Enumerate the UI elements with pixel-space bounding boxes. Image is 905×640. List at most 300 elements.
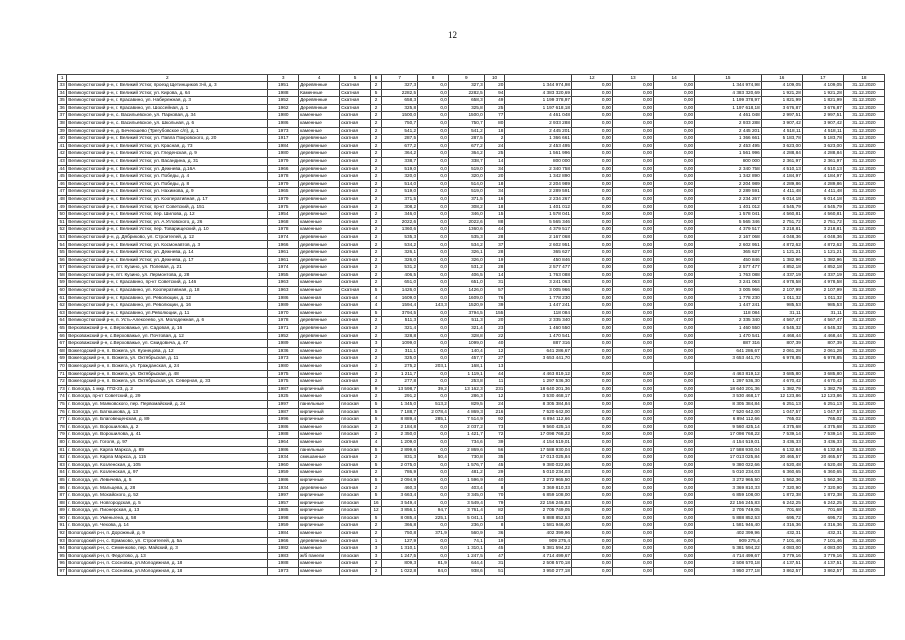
table-cell: 1 562,36 bbox=[802, 476, 843, 484]
table-cell: 275,2 bbox=[382, 362, 418, 370]
table-cell: 3 907,42 bbox=[802, 119, 843, 127]
table-cell: 84,0 bbox=[418, 568, 449, 576]
table-cell: 4 411,48 bbox=[761, 188, 802, 196]
table-row bbox=[58, 370, 885, 378]
table-cell: скатная bbox=[340, 241, 371, 249]
table-row bbox=[58, 362, 885, 370]
table-cell: 4 567,47 bbox=[802, 317, 843, 325]
table-cell: скатная bbox=[340, 150, 371, 158]
table-cell: 4 461 048 bbox=[505, 112, 572, 120]
table-cell: 1 578 041 bbox=[695, 211, 762, 219]
table-cell: 46 bbox=[58, 180, 67, 188]
table-cell: 0,0 bbox=[418, 104, 449, 112]
table-cell: 985,53 bbox=[802, 302, 843, 310]
table-cell: 0,00 bbox=[572, 317, 613, 325]
table-row bbox=[58, 446, 885, 454]
table-cell: каменные bbox=[299, 112, 340, 120]
column-number-cell: 16 bbox=[761, 75, 802, 82]
table-cell: 2 445 201 bbox=[505, 127, 572, 135]
table-cell: 0,00 bbox=[613, 127, 654, 135]
table-cell: каменные bbox=[299, 302, 340, 310]
table-cell: 3 685,80 bbox=[802, 370, 843, 378]
table-cell: 5 bbox=[370, 446, 381, 454]
table-cell: Великоустюгский р-н, г. Великий Устюг, ул. Павла Покровского, д. 20 bbox=[67, 135, 268, 143]
table-cell: 0,00 bbox=[654, 173, 695, 181]
table-cell: 2 bbox=[370, 226, 381, 234]
table-cell: 1975 bbox=[268, 203, 299, 211]
table-cell: 0,00 bbox=[613, 408, 654, 416]
table-cell: каменные bbox=[299, 370, 340, 378]
table-cell: 19 bbox=[484, 256, 505, 264]
table-cell: 6 859 108,00 bbox=[695, 492, 762, 500]
table-cell: 34 bbox=[484, 165, 505, 173]
table-cell: 328,8 bbox=[448, 332, 484, 340]
table-cell: 1 bbox=[370, 537, 381, 545]
table-cell: 45 bbox=[484, 461, 505, 469]
table-cell: 12 bbox=[484, 393, 505, 401]
table-cell: 31.12.2020 bbox=[843, 461, 884, 469]
table-cell: 65 bbox=[58, 325, 67, 333]
table-row bbox=[58, 249, 885, 257]
table-cell: 327,3 bbox=[382, 82, 418, 90]
table-cell: 0,00 bbox=[654, 469, 695, 477]
table-cell: 0,00 bbox=[572, 173, 613, 181]
table-cell: 67 bbox=[58, 340, 67, 348]
table-cell: скатная bbox=[340, 530, 371, 538]
table-cell: 3 241 063 bbox=[695, 279, 762, 287]
table-cell: 365 627 bbox=[505, 249, 572, 257]
table-cell: 0,0 bbox=[418, 347, 449, 355]
table-cell: 3 623,00 bbox=[802, 142, 843, 150]
table-cell: 0,00 bbox=[654, 347, 695, 355]
table-cell: 80 bbox=[58, 438, 67, 446]
table-cell: 0,00 bbox=[572, 180, 613, 188]
table-cell: каменные bbox=[299, 279, 340, 287]
table-cell: 4 518,11 bbox=[802, 127, 843, 135]
table-cell: 0,00 bbox=[572, 302, 613, 310]
table-cell: 1925 bbox=[268, 393, 299, 401]
table-cell: 0,00 bbox=[654, 431, 695, 439]
table-cell: плоская bbox=[340, 416, 371, 424]
table-cell: 938,6 bbox=[448, 568, 484, 576]
table-row bbox=[58, 226, 885, 234]
table-cell: каменные bbox=[299, 287, 340, 295]
table-cell: Вологодский р-н, п. Сосновка, ул.Молодежная, д. 18 bbox=[67, 560, 268, 568]
table-cell: 7 320,90 bbox=[802, 484, 843, 492]
table-cell: 3 005 966 bbox=[695, 287, 762, 295]
table-cell: 44 bbox=[484, 370, 505, 378]
table-cell: 0,00 bbox=[572, 454, 613, 462]
table-cell: Великоустюгский р-н, с. Васильевское, ул. Школьная, д. 6 bbox=[67, 119, 268, 127]
table-cell: 2 751,72 bbox=[761, 218, 802, 226]
table-cell: 31.12.2020 bbox=[843, 347, 884, 355]
table-cell: 4 670,42 bbox=[761, 378, 802, 386]
table-body bbox=[58, 75, 885, 576]
table-cell: 22 156 245,83 bbox=[505, 499, 572, 507]
table-cell: 2 bbox=[370, 112, 381, 120]
table-cell: 0,00 bbox=[572, 82, 613, 90]
table-cell: 41 bbox=[58, 142, 67, 150]
table-cell: Верховажский р-н, с.Верховажье, ул. Смидовича, д. 47 bbox=[67, 340, 268, 348]
table-cell: 2 577 477 bbox=[505, 264, 572, 272]
table-cell: деревянные bbox=[299, 195, 340, 203]
table-cell: 0,00 bbox=[654, 142, 695, 150]
table-cell: 0,00 bbox=[654, 507, 695, 515]
table-cell: 1973 bbox=[268, 355, 299, 363]
table-cell: 31.12.2020 bbox=[843, 552, 884, 560]
table-cell: 0,00 bbox=[613, 393, 654, 401]
table-cell: 0,00 bbox=[613, 287, 654, 295]
table-cell: 985,53 bbox=[761, 302, 802, 310]
table-cell: 0,0 bbox=[418, 97, 449, 105]
table-cell: 31.12.2020 bbox=[843, 142, 884, 150]
table-cell: 2 340 758 bbox=[695, 165, 762, 173]
table-cell: 18 640 201,36 bbox=[695, 385, 762, 393]
table-row bbox=[58, 119, 885, 127]
table-cell: 31.12.2020 bbox=[843, 370, 884, 378]
table-cell: 2 bbox=[370, 249, 381, 257]
table-cell: деревянные bbox=[299, 173, 340, 181]
table-cell: 7 101,46 bbox=[802, 537, 843, 545]
table-cell: 39 bbox=[484, 438, 505, 446]
table-cell: 4 184,97 bbox=[761, 173, 802, 181]
table-cell: 0,00 bbox=[572, 514, 613, 522]
table-cell: 519,0 bbox=[382, 165, 418, 173]
table-cell: 2 361,97 bbox=[761, 157, 802, 165]
table-cell: 4 872,62 bbox=[761, 241, 802, 249]
table-cell: 0,00 bbox=[572, 309, 613, 317]
table-cell: каменные bbox=[299, 309, 340, 317]
table-cell: 0,00 bbox=[654, 256, 695, 264]
table-cell: 0,00 bbox=[654, 188, 695, 196]
table-cell: Великоустюгский р-н, г. Великий Устюг, пер. Товарищеский, д. 10 bbox=[67, 226, 268, 234]
table-cell: 4 560,81 bbox=[761, 211, 802, 219]
table-cell: 8 305 384,84 bbox=[695, 400, 762, 408]
table-cell: 97 bbox=[58, 568, 67, 576]
table-cell: 31.12.2020 bbox=[843, 249, 884, 257]
table-cell: 277,8 bbox=[382, 378, 418, 386]
table-cell: 0,00 bbox=[572, 347, 613, 355]
table-cell: 5 565 346 bbox=[505, 218, 572, 226]
table-cell: 4 109,05 bbox=[761, 82, 802, 90]
table-cell: 1 310,1 bbox=[382, 545, 418, 553]
table-cell: 1 211,7 bbox=[382, 370, 418, 378]
table-cell: скатная bbox=[340, 560, 371, 568]
table-cell: 677,2 bbox=[382, 142, 418, 150]
table-cell: 118 084 bbox=[505, 309, 572, 317]
table-cell: 1 460 550 bbox=[695, 325, 762, 333]
table-cell: 0,0 bbox=[418, 332, 449, 340]
table-cell: плоская bbox=[340, 446, 371, 454]
table-cell: 0,00 bbox=[613, 560, 654, 568]
table-cell: 2 bbox=[370, 264, 381, 272]
table-cell: 60 bbox=[58, 287, 67, 295]
table-cell: деревянные bbox=[299, 165, 340, 173]
table-cell: 0,00 bbox=[654, 530, 695, 538]
table-cell: скатная bbox=[340, 545, 371, 553]
table-cell: 82 bbox=[58, 454, 67, 462]
table-cell: 0,00 bbox=[572, 211, 613, 219]
table-cell: 0,0 bbox=[418, 233, 449, 241]
table-row bbox=[58, 355, 885, 363]
table-cell: 701,68 bbox=[802, 507, 843, 515]
table-cell: 1959 bbox=[268, 522, 299, 530]
table-cell: скатная bbox=[340, 249, 371, 257]
table-cell: 8 305 384,84 bbox=[505, 400, 572, 408]
table-cell: 54 bbox=[58, 241, 67, 249]
table-cell: 0,00 bbox=[654, 446, 695, 454]
table-cell: 31.12.2020 bbox=[843, 157, 884, 165]
column-number-cell: 6 bbox=[370, 75, 381, 82]
table-cell: 14 bbox=[484, 157, 505, 165]
table-cell: 15 bbox=[484, 211, 505, 219]
table-cell: скатная bbox=[340, 173, 371, 181]
table-cell: 326,1 bbox=[382, 249, 418, 257]
table-row bbox=[58, 400, 885, 408]
table-cell: каменные bbox=[299, 362, 340, 370]
table-cell: 203,1 bbox=[418, 362, 449, 370]
table-cell: 287,5 bbox=[448, 135, 484, 143]
table-cell: 0,0 bbox=[418, 203, 449, 211]
table-cell: 2 508 570,18 bbox=[695, 560, 762, 568]
table-cell: 95 bbox=[58, 552, 67, 560]
table-cell: 1979 bbox=[268, 180, 299, 188]
table-cell: 94 bbox=[484, 89, 505, 97]
table-cell: 6 014,18 bbox=[761, 195, 802, 203]
table-cell: 0,0 bbox=[418, 157, 449, 165]
table-cell: плоская bbox=[340, 492, 371, 500]
table-row bbox=[58, 560, 885, 568]
table-row bbox=[58, 347, 885, 355]
table-cell: 326,0 bbox=[382, 256, 418, 264]
table-cell: 3 761,4 bbox=[448, 507, 484, 515]
table-cell: г. Вологда, ул. Благовещенская, д. 89 bbox=[67, 416, 268, 424]
table-cell: 1426,0 bbox=[448, 287, 484, 295]
table-cell: 1984 bbox=[268, 530, 299, 538]
table-cell: г. Вологда, ул. Маяковского, пер. Первомайский, д. 24 bbox=[67, 400, 268, 408]
table-cell: 34 bbox=[58, 89, 67, 97]
table-cell: 432,31 bbox=[761, 530, 802, 538]
table-cell: 4 560,81 bbox=[802, 211, 843, 219]
table-cell: 43 bbox=[58, 157, 67, 165]
table-cell: Великоустюгский р-н, г. Великий Устюг, ул. Дежнева, д. 17 bbox=[67, 256, 268, 264]
table-cell: 4 520,48 bbox=[802, 461, 843, 469]
table-cell: 4 137,51 bbox=[802, 560, 843, 568]
table-cell: 31.12.2020 bbox=[843, 507, 884, 515]
table-cell: 0,0 bbox=[418, 256, 449, 264]
table-cell: 2022,6 bbox=[382, 218, 418, 226]
table-cell: 88 bbox=[484, 218, 505, 226]
table-cell: 1 470 541 bbox=[505, 332, 572, 340]
table-cell: 800 000 bbox=[695, 157, 762, 165]
table-cell: 1988 bbox=[268, 431, 299, 439]
table-cell: плоская bbox=[340, 514, 371, 522]
table-row bbox=[58, 294, 885, 302]
table-cell: 1 447 241 bbox=[505, 302, 572, 310]
table-cell: 1 778 230 bbox=[505, 294, 572, 302]
table-cell: 481,2 bbox=[448, 469, 484, 477]
table-cell: каменные bbox=[299, 226, 340, 234]
table-cell: 31.12.2020 bbox=[843, 135, 884, 143]
table-cell: 9 bbox=[370, 385, 381, 393]
table-cell: скатная bbox=[340, 454, 371, 462]
table-cell: 3 bbox=[370, 545, 381, 553]
table-cell: 83 bbox=[58, 461, 67, 469]
table-cell: кирпичные bbox=[299, 514, 340, 522]
table-cell: 1 247,5 bbox=[448, 552, 484, 560]
table-cell: 1 872,38 bbox=[802, 492, 843, 500]
table-cell: 541,2 bbox=[382, 127, 418, 135]
table-cell: 94,7 bbox=[418, 507, 449, 515]
table-cell: 0,00 bbox=[572, 150, 613, 158]
table-cell: каменные bbox=[299, 431, 340, 439]
table-cell: 2 bbox=[370, 173, 381, 181]
table-cell: скатная bbox=[340, 195, 371, 203]
table-cell: 1 921,28 bbox=[761, 89, 802, 97]
table-cell: 0,00 bbox=[654, 233, 695, 241]
table-cell: 0,00 bbox=[654, 325, 695, 333]
table-cell: 59 bbox=[58, 279, 67, 287]
table-cell: 89 bbox=[58, 507, 67, 515]
table-cell: деревянные bbox=[299, 157, 340, 165]
table-cell: 4 048,36 bbox=[761, 233, 802, 241]
table-cell: 909 275,4 bbox=[695, 537, 762, 545]
table-cell: 18 bbox=[484, 203, 505, 211]
table-cell: 4 714 499,67 bbox=[695, 552, 762, 560]
table-cell: 6 132,84 bbox=[761, 446, 802, 454]
table-cell: 70 bbox=[484, 492, 505, 500]
table-cell: 0,00 bbox=[572, 287, 613, 295]
table-cell: 31.12.2020 bbox=[843, 340, 884, 348]
table-cell: 0,00 bbox=[572, 522, 613, 530]
table-cell: 31 bbox=[484, 279, 505, 287]
table-row bbox=[58, 89, 885, 97]
table-cell: 17 098 768,22 bbox=[505, 431, 572, 439]
table-cell: 1 342 890 bbox=[695, 173, 762, 181]
table-cell: 118 084 bbox=[695, 309, 762, 317]
table-cell: 7 188,7 bbox=[382, 408, 418, 416]
table-cell: 0,00 bbox=[572, 530, 613, 538]
table-row bbox=[58, 438, 885, 446]
table-cell: 5 bbox=[370, 492, 381, 500]
column-number-cell: 15 bbox=[695, 75, 762, 82]
table-cell: 1980 bbox=[268, 112, 299, 120]
table-cell: 2 bbox=[370, 97, 381, 105]
table-cell: 0,00 bbox=[572, 423, 613, 431]
table-cell: скатная bbox=[340, 302, 371, 310]
table-cell: Великоустюгский р-н, г. Великий Устюг, ул. Победы, д. 4 bbox=[67, 173, 268, 181]
table-cell bbox=[802, 362, 843, 370]
table-cell: 24 bbox=[484, 400, 505, 408]
table-cell: 2 bbox=[370, 522, 381, 530]
table-cell: 321,4 bbox=[448, 325, 484, 333]
table-row bbox=[58, 271, 885, 279]
table-cell: плоская bbox=[340, 552, 371, 560]
table-cell: 0,0 bbox=[418, 119, 449, 127]
column-number-cell: 14 bbox=[654, 75, 695, 82]
table-cell: 0,0 bbox=[418, 340, 449, 348]
table-cell: 1 297 536,30 bbox=[695, 378, 762, 386]
table-cell: 0,00 bbox=[572, 484, 613, 492]
table-cell: 4 383 320,69 bbox=[695, 89, 762, 97]
table-cell: 5 010 234,03 bbox=[695, 469, 762, 477]
table-cell: 1 401 012 bbox=[695, 203, 762, 211]
table-cell: деревянные bbox=[299, 142, 340, 150]
table-cell: 2 094,9 bbox=[382, 476, 418, 484]
table-cell: 64 bbox=[58, 317, 67, 325]
table-cell: скатная bbox=[340, 226, 371, 234]
table-cell: 0,0 bbox=[418, 537, 449, 545]
table-cell: 535,3 bbox=[448, 233, 484, 241]
table-cell: 1 576,7 bbox=[448, 461, 484, 469]
table-cell: 1 562,36 bbox=[761, 476, 802, 484]
table-cell: 1954 bbox=[268, 211, 299, 219]
table-cell: скатная bbox=[340, 461, 371, 469]
table-cell: 0,00 bbox=[572, 446, 613, 454]
table-cell: 0,00 bbox=[613, 218, 654, 226]
table-cell: 2 061,28 bbox=[761, 347, 802, 355]
table-cell: г. Вологда, 1 мкр. ГПЗ-23, д. 2 bbox=[67, 385, 268, 393]
table-cell: 0,00 bbox=[613, 142, 654, 150]
table-cell: Вологодский р-н, п. Сосновка, ул.Молодежная, д. 18 bbox=[67, 568, 268, 576]
table-cell: 0,0 bbox=[418, 484, 449, 492]
table-cell: 4 510,13 bbox=[802, 165, 843, 173]
table-row bbox=[58, 241, 885, 249]
table-cell: 0,00 bbox=[654, 119, 695, 127]
table-cell: деревянные bbox=[299, 317, 340, 325]
table-cell: 0,00 bbox=[572, 378, 613, 386]
table-cell: 0,00 bbox=[613, 294, 654, 302]
table-cell: 45 bbox=[58, 173, 67, 181]
table-cell: 28 bbox=[484, 264, 505, 272]
table-cell: 57 bbox=[484, 287, 505, 295]
table-cell: Скатная bbox=[340, 82, 371, 90]
table-cell: 807,39 bbox=[802, 340, 843, 348]
table-cell: деревянные bbox=[299, 484, 340, 492]
table-cell: Великоустюгский р-н, г. Великий Устюг, проезд Щетинщиков 3-й, д. 3 bbox=[67, 82, 268, 90]
table-cell: каменные bbox=[299, 340, 340, 348]
table-cell: 0,00 bbox=[654, 552, 695, 560]
table-cell: 0,00 bbox=[613, 249, 654, 257]
table-cell: 31.12.2020 bbox=[843, 256, 884, 264]
table-row bbox=[58, 97, 885, 105]
table-cell: 1360,6 bbox=[382, 226, 418, 234]
table-cell: 0,00 bbox=[613, 522, 654, 530]
table-cell: 658,3 bbox=[448, 97, 484, 105]
table-cell: 31.12.2020 bbox=[843, 446, 884, 454]
table-cell: 1 596,9 bbox=[448, 476, 484, 484]
table-cell: 155 bbox=[484, 309, 505, 317]
table-cell: 0,00 bbox=[654, 514, 695, 522]
table-cell: 31.12.2020 bbox=[843, 537, 884, 545]
table-cell: 1 209,0 bbox=[382, 438, 418, 446]
table-cell: 0,00 bbox=[572, 294, 613, 302]
table-cell: 3 549,4 bbox=[382, 499, 418, 507]
table-cell: 4 510,13 bbox=[761, 165, 802, 173]
table-cell: 0,00 bbox=[613, 568, 654, 576]
table-cell: 31.12.2020 bbox=[843, 408, 884, 416]
table-cell: 51 bbox=[484, 568, 505, 576]
table-row bbox=[58, 332, 885, 340]
table-cell: 909 275,4 bbox=[505, 537, 572, 545]
table-row bbox=[58, 454, 885, 462]
table-cell: 31.12.2020 bbox=[843, 438, 884, 446]
table-row bbox=[58, 302, 885, 310]
table-cell: 1934 bbox=[268, 454, 299, 462]
column-number-cell: 5 bbox=[340, 75, 371, 82]
table-cell: 28 bbox=[484, 249, 505, 257]
table-cell: 39,2 bbox=[418, 385, 449, 393]
